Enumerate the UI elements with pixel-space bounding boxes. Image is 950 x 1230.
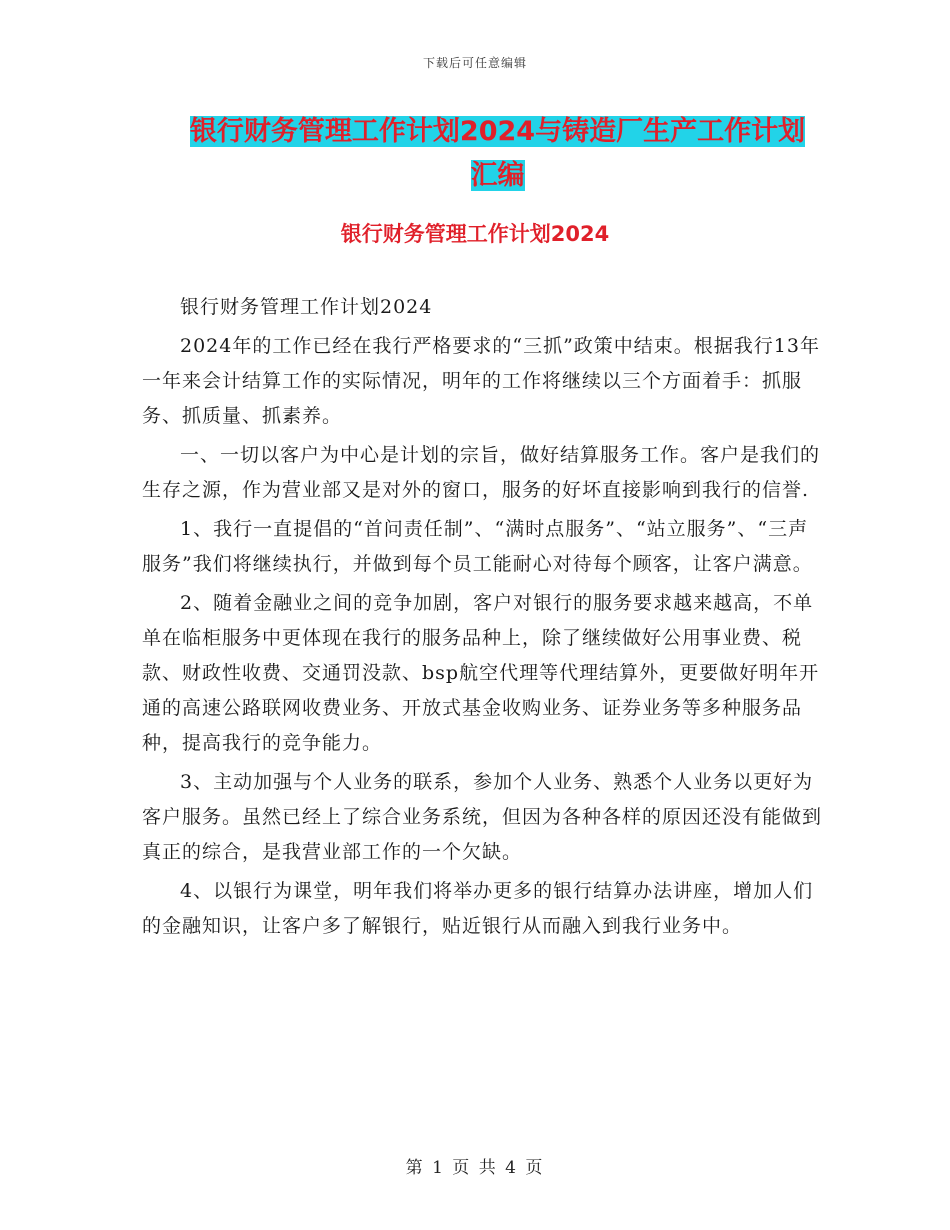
page-indicator: 第 1 页 共 4 页 xyxy=(405,1158,545,1178)
paragraph: 2024年的工作已经在我行严格要求的“三抓”政策中结束。根据我行13年一年来会计结算工作的实际情况，明年的工作将继续以三个方面着手：抓服务、抓质量、抓素养。 xyxy=(142,335,820,427)
paragraph: 银行财务管理工作计划2024 xyxy=(180,296,433,318)
paragraph: 3、主动加强与个人业务的联系，参加个人业务、熟悉个人业务以更好为客户服务。虽然已经上了综合业务系统，但因为各种各样的原因还没有能做到真正的综合，是我营业部工作的一个欠缺。 xyxy=(142,771,823,863)
paragraph: 4、以银行为课堂，明年我们将举办更多的银行结算办法讲座，增加人们的金融知识，让客户多了解银行，贴近银行从而融入到我行业务中。 xyxy=(142,880,814,937)
section-title: 银行财务管理工作计划2024 xyxy=(340,222,610,246)
document-title xyxy=(185,110,810,198)
document-body xyxy=(142,290,822,948)
paragraph: 2、随着金融业之间的竞争加剧，客户对银行的服务要求越来越高，不单单在临柜服务中更体现在我行的服务品种上，除了继续做好公用事业费、税款、财政性收费、交通罚没款、bsp航空代理等代理结算外，更要做好明年开通的高速公路联网收费业务、开放式基金收购业务、证券业务等多种服务品种，提高我行的竞争能力。 xyxy=(142,592,820,754)
header-note: 下载后可任意编辑 xyxy=(422,56,527,70)
paragraph: 一、一切以客户为中心是计划的宗旨，做好结算服务工作。客户是我们的生存之源，作为营业部又是对外的窗口，服务的好坏直接影响到我行的信誉. xyxy=(142,444,821,501)
paragraph: 1、我行一直提倡的“首问责任制”、“满时点服务”、“站立服务”、“三声服务”我们将继续执行，并做到每个员工能耐心对待每个顾客，让客户满意。 xyxy=(142,518,813,575)
document-title-text: 银行财务管理工作计划2024与铸造厂生产工作计划汇编 xyxy=(189,116,806,191)
